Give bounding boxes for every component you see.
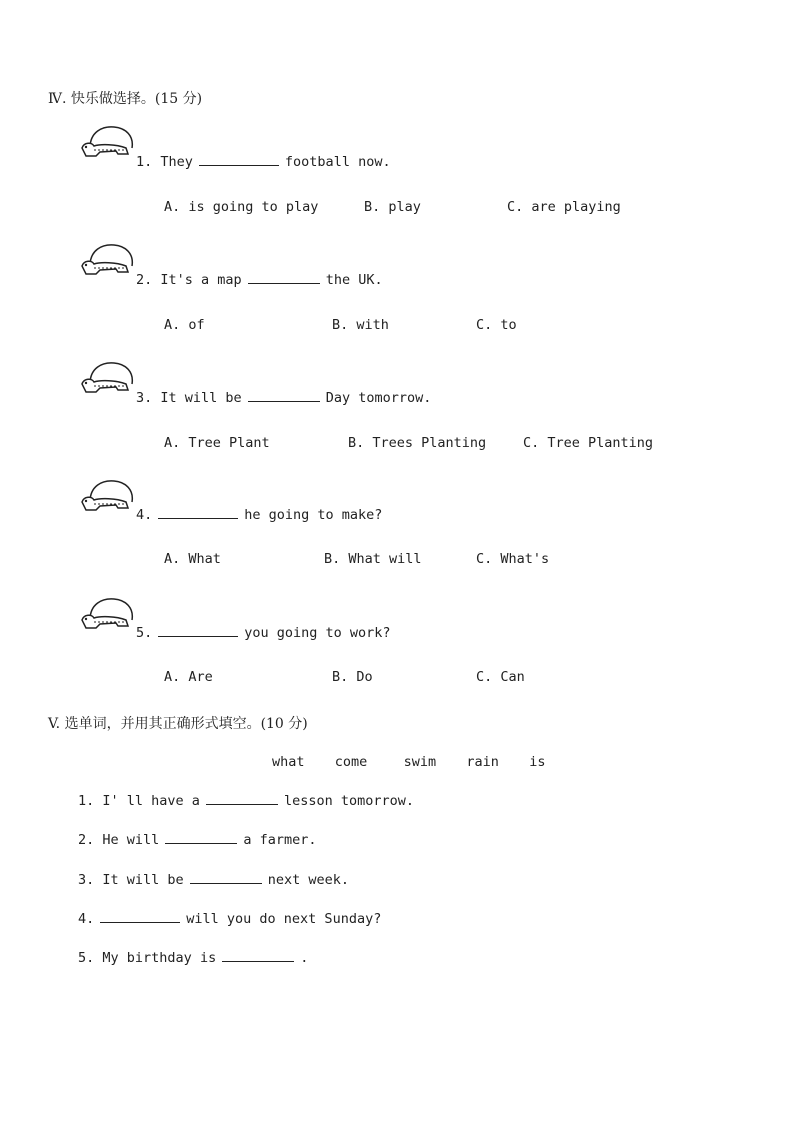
turtle-icon <box>78 242 136 282</box>
question-number: 5. <box>136 625 153 641</box>
answer-blank[interactable] <box>222 960 294 962</box>
option-c[interactable]: C. Can <box>476 669 525 685</box>
option-c[interactable]: C. Tree Planting <box>523 435 654 451</box>
option-c[interactable]: C. are playing <box>507 199 621 215</box>
sentence-number: 3. <box>78 872 95 888</box>
answer-blank[interactable] <box>248 400 320 402</box>
question-number: 4. <box>136 507 153 523</box>
option-a[interactable]: A. is going to play <box>164 199 319 215</box>
sentence-text-pre: I' ll have a <box>102 793 200 809</box>
sentence-number: 5. <box>78 950 95 966</box>
turtle-icon <box>78 360 136 400</box>
sentence-text-post: will you do next Sunday? <box>186 911 382 927</box>
sentence-text-post: next week. <box>267 872 349 888</box>
sentence-text-post: . <box>300 950 309 966</box>
sentence-text-pre: He will <box>102 832 160 848</box>
answer-blank[interactable] <box>158 517 238 519</box>
question-text-pre: It's a map <box>160 272 242 288</box>
question-2 <box>136 272 383 288</box>
option-a[interactable]: A. What <box>164 551 221 567</box>
answer-blank[interactable] <box>190 882 262 884</box>
option-b[interactable]: B. play <box>364 199 421 215</box>
question-text-pre: It will be <box>160 390 242 406</box>
question-5 <box>136 625 391 641</box>
question-text-post: football now. <box>284 154 391 170</box>
sentence-3 <box>78 872 349 888</box>
question-number: 3. <box>136 390 153 406</box>
sentence-4 <box>78 911 381 927</box>
answer-blank[interactable] <box>199 164 279 166</box>
question-text-post: you going to work? <box>244 625 391 641</box>
sentence-text-pre: My birthday is <box>102 950 217 966</box>
answer-blank[interactable] <box>206 803 278 805</box>
turtle-icon <box>78 124 136 164</box>
section-4-title: Ⅳ. 快乐做选择。(15 分) <box>48 91 203 107</box>
question-text-post: he going to make? <box>244 507 383 523</box>
word-bank-item: come <box>334 754 368 770</box>
sentence-text-post: lesson tomorrow. <box>283 793 414 809</box>
sentence-5 <box>78 950 308 966</box>
question-1 <box>136 154 391 170</box>
sentence-text-pre: It will be <box>102 872 184 888</box>
turtle-icon <box>78 478 136 518</box>
turtle-icon <box>78 596 136 636</box>
question-text-post: the UK. <box>325 272 383 288</box>
sentence-2 <box>78 832 316 848</box>
option-c[interactable]: C. What's <box>476 551 550 567</box>
answer-blank[interactable] <box>165 842 237 844</box>
word-bank-item: is <box>529 754 546 770</box>
option-c[interactable]: C. to <box>476 317 517 333</box>
section-5-title: V. 选单词，并用其正确形式填空。(10 分) <box>48 716 308 732</box>
sentence-number: 4. <box>78 911 95 927</box>
word-bank <box>272 754 545 770</box>
sentence-1 <box>78 793 414 809</box>
option-b[interactable]: B. Trees Planting <box>348 435 487 451</box>
sentence-number: 1. <box>78 793 95 809</box>
option-b[interactable]: B. Do <box>332 669 373 685</box>
option-a[interactable]: A. Are <box>164 669 213 685</box>
option-b[interactable]: B. What will <box>324 551 422 567</box>
question-number: 1. <box>136 154 153 170</box>
answer-blank[interactable] <box>158 635 238 637</box>
option-a[interactable]: A. Tree Plant <box>164 435 270 451</box>
answer-blank[interactable] <box>100 921 180 923</box>
option-b[interactable]: B. with <box>332 317 389 333</box>
answer-blank[interactable] <box>248 282 320 284</box>
word-bank-item: what <box>272 754 305 770</box>
question-4 <box>136 507 382 523</box>
question-text-pre: They <box>160 154 193 170</box>
question-text-post: Day tomorrow. <box>325 390 432 406</box>
question-3 <box>136 390 431 406</box>
sentence-text-post: a farmer. <box>243 832 317 848</box>
question-number: 2. <box>136 272 153 288</box>
sentence-number: 2. <box>78 832 95 848</box>
option-a[interactable]: A. of <box>164 317 205 333</box>
word-bank-item: rain <box>466 754 499 770</box>
word-bank-item: swim <box>403 754 437 770</box>
